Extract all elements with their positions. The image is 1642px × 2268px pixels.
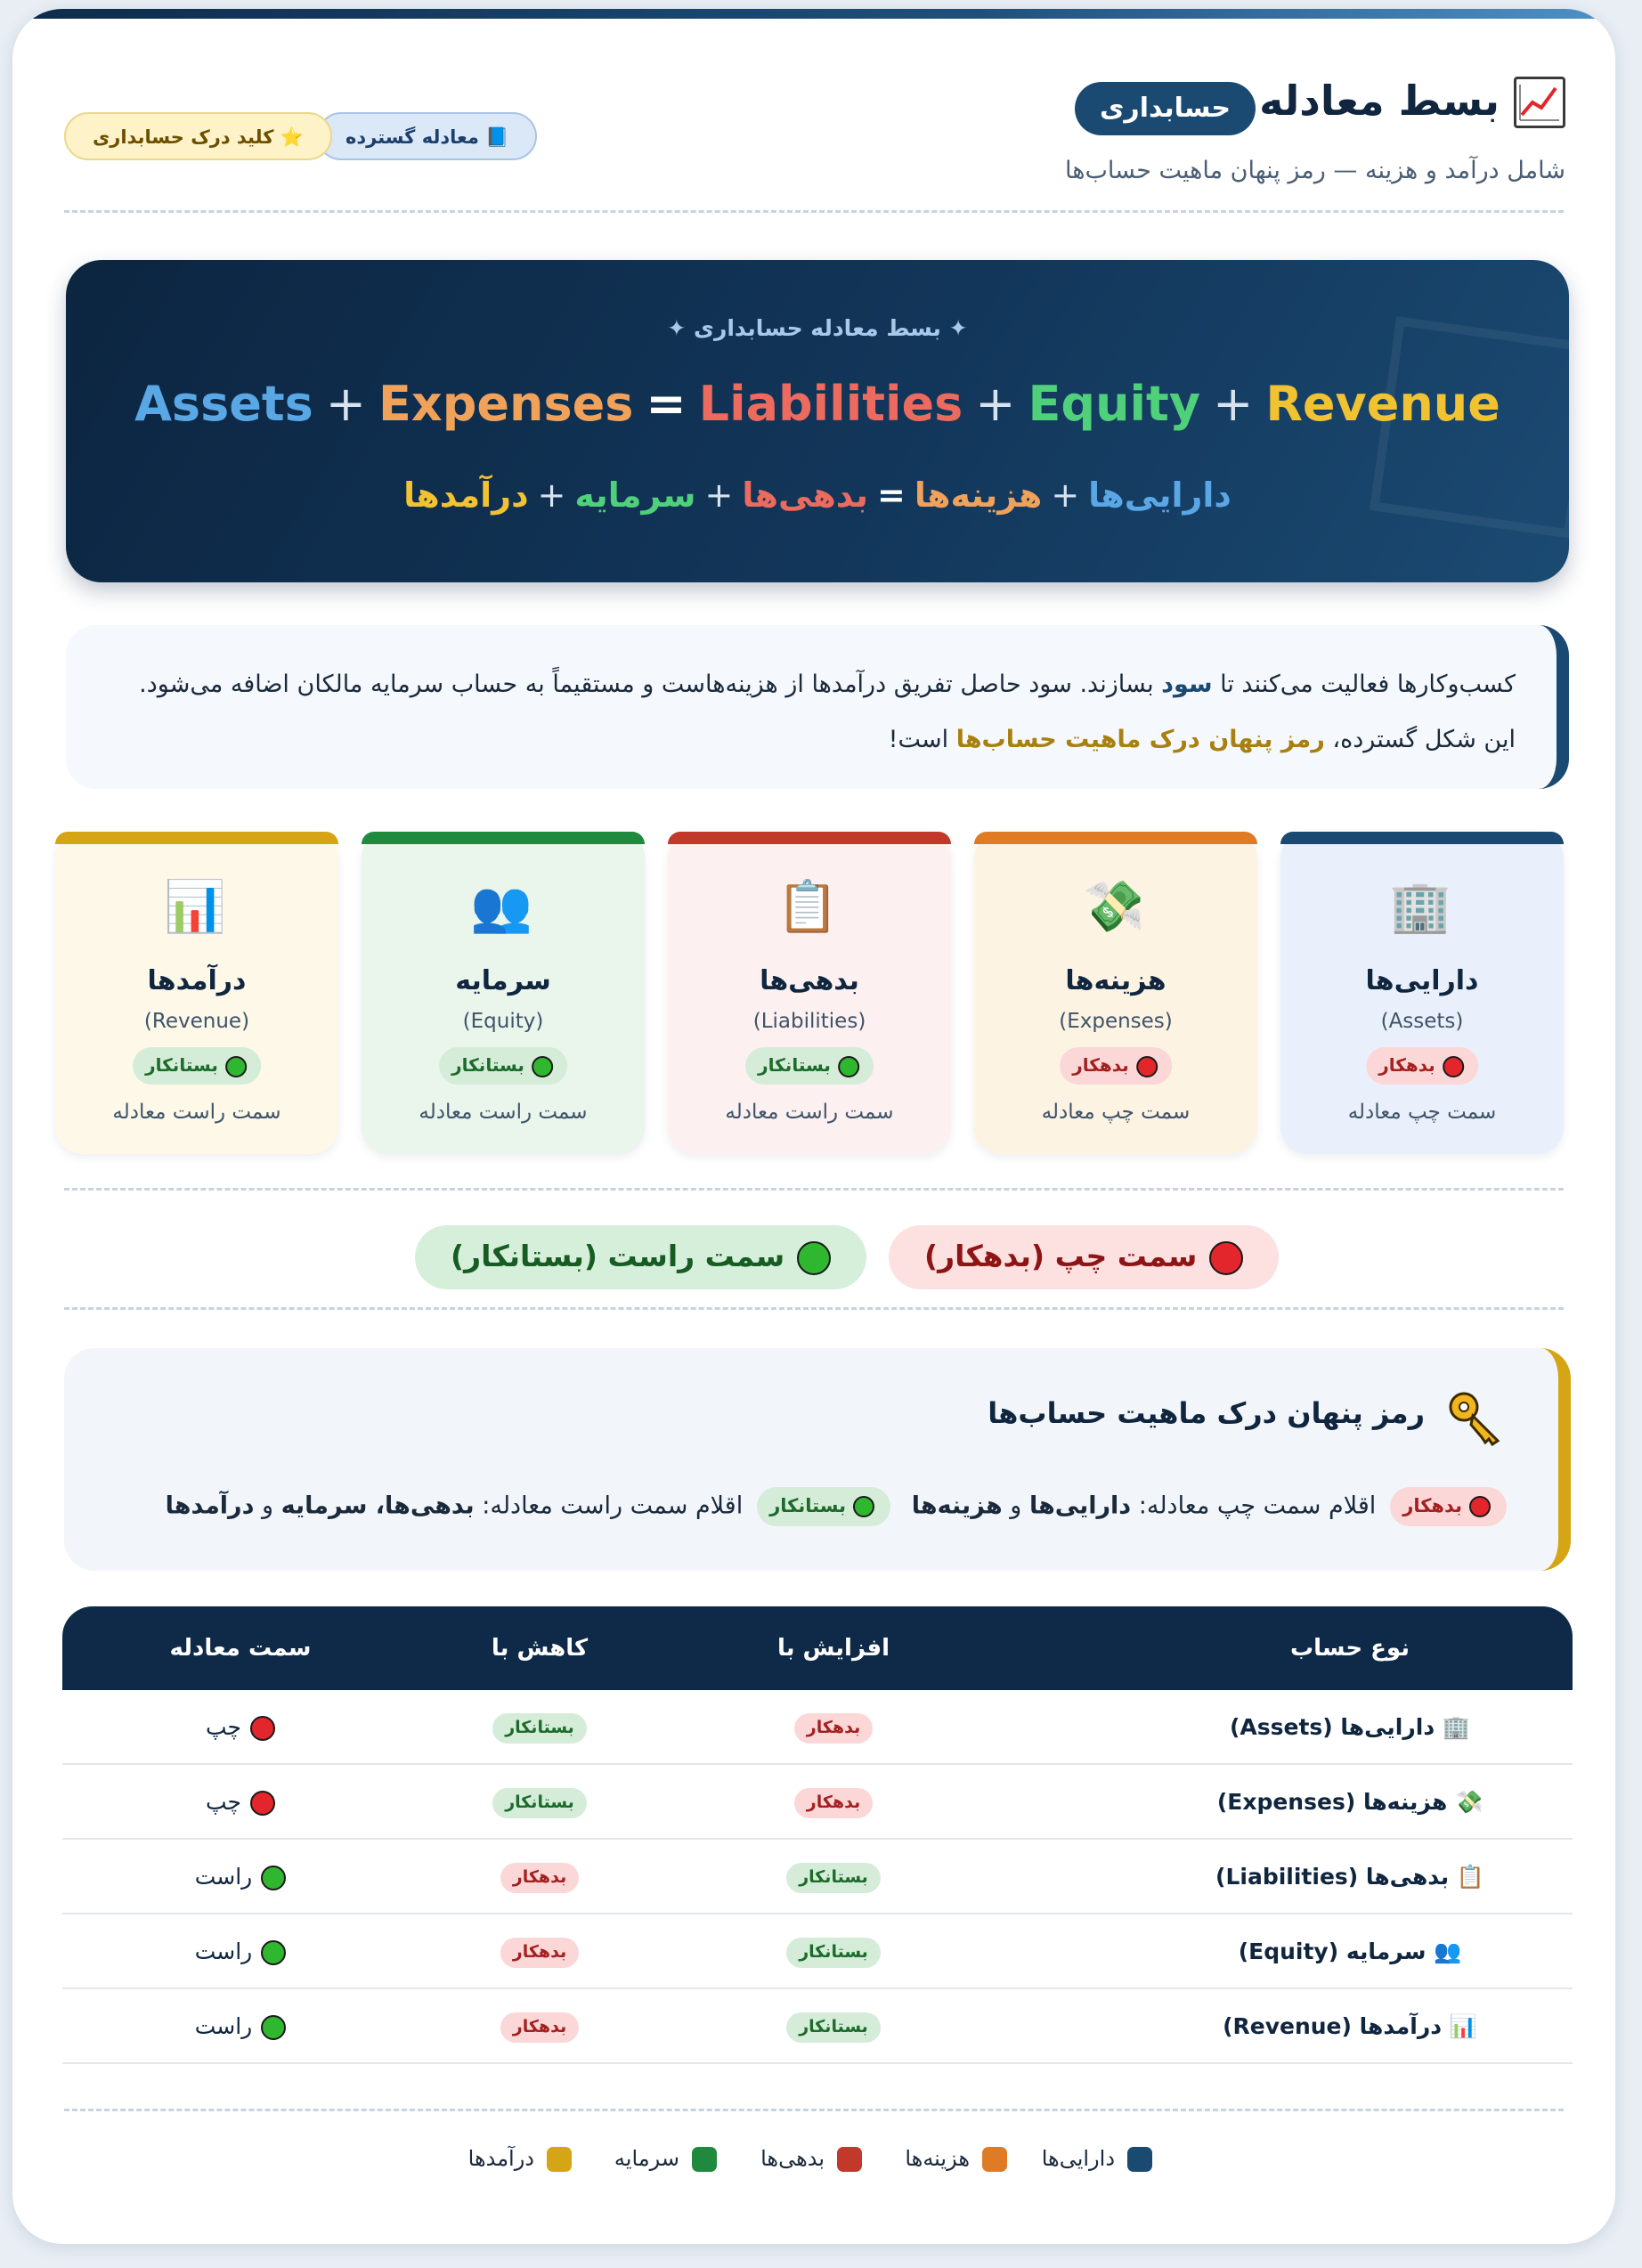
clipboard-icon: 📋 [776,878,839,936]
increase-badge: بستانکار [786,1938,881,1968]
th-decrease: کاهش با [491,1635,589,1662]
nature-label: بستانکار [758,1054,831,1076]
category-tag: حسابداری [1075,82,1256,135]
eq-plus: + [975,376,1016,432]
account-english-name: (Expenses) [1059,1010,1173,1033]
th-account-type: نوع حساب [1290,1635,1410,1662]
side-label: راست [194,1864,253,1890]
account-card [362,832,645,1154]
table-row [62,1840,1573,1914]
debit-rule-text: اقلام سمت چپ معادله: [1131,1492,1377,1520]
money-with-wings-icon: 💸 [1083,878,1145,936]
key-box [64,1348,1571,1571]
eq-revenue: Revenue [1265,376,1500,432]
divider [64,210,1564,213]
account-name: درآمدها [147,965,247,996]
account-english-name: (Assets) [1380,1010,1464,1033]
cell-account [1127,1840,1573,1914]
increase-badge: بستانکار [786,2012,881,2043]
side-label: راست [194,2013,253,2039]
equation-side: سمت چپ معادله [1347,1101,1497,1124]
debit-rule-assets: دارایی‌ها [1028,1492,1132,1520]
debit-side-pill [889,1225,1279,1289]
eq-plus: + [1213,376,1254,432]
eq-equals: = [646,376,687,432]
account-card [1280,832,1564,1154]
eq-fa-equity: سرمایه [574,476,696,515]
green-circle-icon [261,2015,286,2040]
nature-badge [439,1047,567,1085]
eq-fa-plus: + [1051,476,1080,515]
account-icon: 💸 [1455,1789,1483,1815]
account-name: بدهی‌ها (Liabilities) [1215,1864,1450,1890]
legend-item [468,2146,572,2172]
cell-account [1127,1914,1573,1989]
table-row [62,1989,1573,2064]
accounting-key-chip[interactable]: ⭐ کلید درک حسابداری [64,112,332,160]
nature-badge [1366,1047,1478,1085]
legend-swatch [982,2147,1007,2172]
decrease-badge: بستانکار [492,1713,587,1744]
credit-badge-label: بستانکار [769,1495,846,1516]
green-circle-icon [797,1241,831,1275]
credit-rule-text: اقلام سمت راست معادله: [474,1492,744,1520]
eq-fa-plus: + [537,476,566,515]
legend-swatch [547,2147,572,2172]
debit-badge-label: بدهکار [1402,1495,1462,1516]
key-title: رمز پنهان درک ماهیت حساب‌ها [988,1396,1425,1430]
equation-english [66,376,1569,432]
intro-text: بسازند. سود حاصل تفریق درآمدها از هزینه‌هاست و مستقیماً به حساب سرمایه مالکان اضافه می‌شود. [139,671,1162,698]
legend-label: بدهی‌ها [760,2146,825,2171]
credit-rule-revenue: درآمدها [165,1492,255,1520]
nature-badge [133,1047,261,1085]
cell-side [62,1765,419,1840]
legend-label: درآمدها [467,2146,534,2171]
red-circle-icon [1136,1056,1158,1077]
red-circle-icon [250,1791,275,1816]
equation-side: سمت راست معادله [419,1101,588,1124]
account-name: درآمدها (Revenue) [1223,2013,1443,2039]
eq-fa-equals: = [877,476,906,515]
legend-item [614,2146,717,2172]
credit-badge [757,1487,890,1526]
account-name: دارایی‌ها (Assets) [1229,1714,1435,1740]
credit-side-pill [415,1225,866,1289]
green-circle-icon [261,1866,286,1890]
debit-rule [912,1487,1507,1526]
card-accent-bar [668,832,951,844]
side-label: راست [194,1939,253,1964]
decrease-badge: بدهکار [500,1863,579,1893]
intro-line-1 [107,657,1516,712]
legend-label: سرمایه [614,2146,679,2171]
page-card [12,9,1615,2244]
divider [64,1188,1564,1191]
legend-swatch [1127,2147,1152,2172]
card-accent-bar [362,832,645,844]
nature-label: بستانکار [145,1054,218,1076]
green-circle-icon [532,1056,553,1077]
account-icon: 📊 [1449,2013,1477,2039]
cell-account [1127,1989,1573,2064]
equation-side: سمت چپ معادله [1041,1101,1191,1124]
page-title: بسط معادله [1259,77,1500,125]
credit-rule [166,1487,890,1526]
equation-side: سمت راست معادله [725,1101,894,1124]
intro-profit: سود [1161,671,1213,698]
decrease-badge: بستانکار [492,1788,587,1818]
page-subtitle: شامل درآمد و هزینه — رمز پنهان ماهیت حساب‌ها [1065,157,1565,184]
card-accent-bar [1280,832,1564,844]
key-icon [1446,1389,1505,1459]
cell-account [1127,1690,1573,1765]
green-circle-icon [838,1056,859,1077]
credit-side-label: سمت راست (بستانکار) [451,1239,785,1273]
intro-text: کسب‌وکارها فعالیت می‌کنند تا [1212,671,1516,698]
red-circle-icon [250,1716,275,1741]
th-increase: افزایش با [776,1635,890,1662]
legend-item [760,2146,862,2172]
account-name: سرمایه (Equity) [1238,1939,1427,1964]
account-icon: 🏢 [1442,1714,1471,1740]
legend-swatch [837,2147,862,2172]
green-circle-icon [261,1940,286,1965]
intro-text: این شکل گسترده، [1324,726,1516,753]
table-header [62,1606,1573,1690]
account-name: بدهی‌ها [760,965,859,996]
debit-side-label: سمت چپ (بدهکار) [924,1239,1198,1273]
account-icon: 👥 [1434,1939,1462,1964]
expanded-equation-chip[interactable]: 📘 معادله گسترده [317,112,537,160]
hero-caption: ✦ بسط معادله حسابداری ✦ [667,315,968,341]
legend-item [905,2146,1007,2172]
equation-side: سمت راست معادله [112,1101,281,1124]
cell-side [62,1914,419,1989]
cell-side [62,1989,419,2064]
side-label: چپ [205,1714,241,1740]
increase-badge: بستانکار [786,1863,881,1893]
eq-assets: Assets [134,376,313,432]
green-circle-icon [853,1496,874,1517]
cell-side [62,1690,419,1765]
account-english-name: (Revenue) [143,1010,250,1033]
credit-rule-and: و [254,1492,281,1520]
intro-box [66,625,1569,789]
nature-badge [1060,1047,1172,1085]
increase-badge: بدهکار [794,1713,873,1744]
equation-persian [66,476,1569,515]
nature-label: بدهکار [1378,1054,1435,1076]
people-icon: 👥 [470,878,532,936]
equation-hero [66,260,1569,582]
debit-rule-expenses: هزینه‌ها [911,1492,1003,1520]
eq-plus: + [325,376,367,432]
table-row [62,1914,1573,1989]
account-card [974,832,1257,1154]
eq-fa-assets: دارایی‌ها [1088,476,1232,515]
cell-account [1127,1765,1573,1840]
increase-badge: بدهکار [794,1788,873,1818]
eq-liabilities: Liabilities [698,376,963,432]
nature-label: بستانکار [451,1054,524,1076]
th-side: سمت معادله [169,1635,312,1662]
red-circle-icon [1209,1241,1243,1275]
eq-fa-liabilities: بدهی‌ها [742,476,869,515]
chart-increasing-icon [1514,77,1565,128]
eq-fa-plus: + [704,476,734,515]
account-card [55,832,338,1154]
table-row [62,1765,1573,1840]
intro-text: است! [888,726,956,753]
eq-fa-expenses: هزینه‌ها [914,476,1043,515]
credit-rule-liab-equity: بدهی‌ها، سرمایه [280,1492,475,1520]
eq-equity: Equity [1028,376,1201,432]
building-icon: 🏢 [1389,878,1451,936]
decrease-badge: بدهکار [500,2012,579,2043]
cell-side [62,1840,419,1914]
legend-label: هزینه‌ها [905,2146,970,2171]
top-accent-bar [12,9,1615,19]
red-circle-icon [1443,1056,1464,1077]
green-circle-icon [225,1056,247,1077]
account-name: سرمایه [455,965,551,996]
nature-label: بدهکار [1072,1054,1129,1076]
account-name: دارایی‌ها [1365,965,1479,996]
eq-expenses: Expenses [378,376,634,432]
divider [64,2109,1564,2111]
account-name: هزینه‌ها (Expenses) [1216,1789,1448,1815]
legend-swatch [692,2147,717,2172]
legend-label: دارایی‌ها [1041,2146,1115,2171]
bar-chart-icon: 📊 [164,878,226,936]
divider [64,1307,1564,1310]
red-circle-icon [1469,1496,1491,1517]
account-name: هزینه‌ها [1065,965,1166,996]
account-english-name: (Liabilities) [752,1010,866,1033]
debit-badge [1390,1487,1507,1526]
account-icon: 📋 [1456,1864,1484,1890]
side-label: چپ [205,1789,241,1815]
card-accent-bar [974,832,1257,844]
account-english-name: (Equity) [462,1010,544,1033]
decrease-badge: بدهکار [500,1938,579,1968]
table-row [62,1690,1573,1765]
legend-item [1042,2146,1152,2172]
nature-badge [745,1047,874,1085]
account-card [668,832,951,1154]
debit-rule-and: و [1002,1492,1029,1520]
card-accent-bar [55,832,338,844]
eq-fa-revenue: درآمدها [403,476,529,515]
intro-highlight: رمز پنهان درک ماهیت حساب‌ها [955,726,1325,753]
intro-line-2 [107,712,1516,768]
